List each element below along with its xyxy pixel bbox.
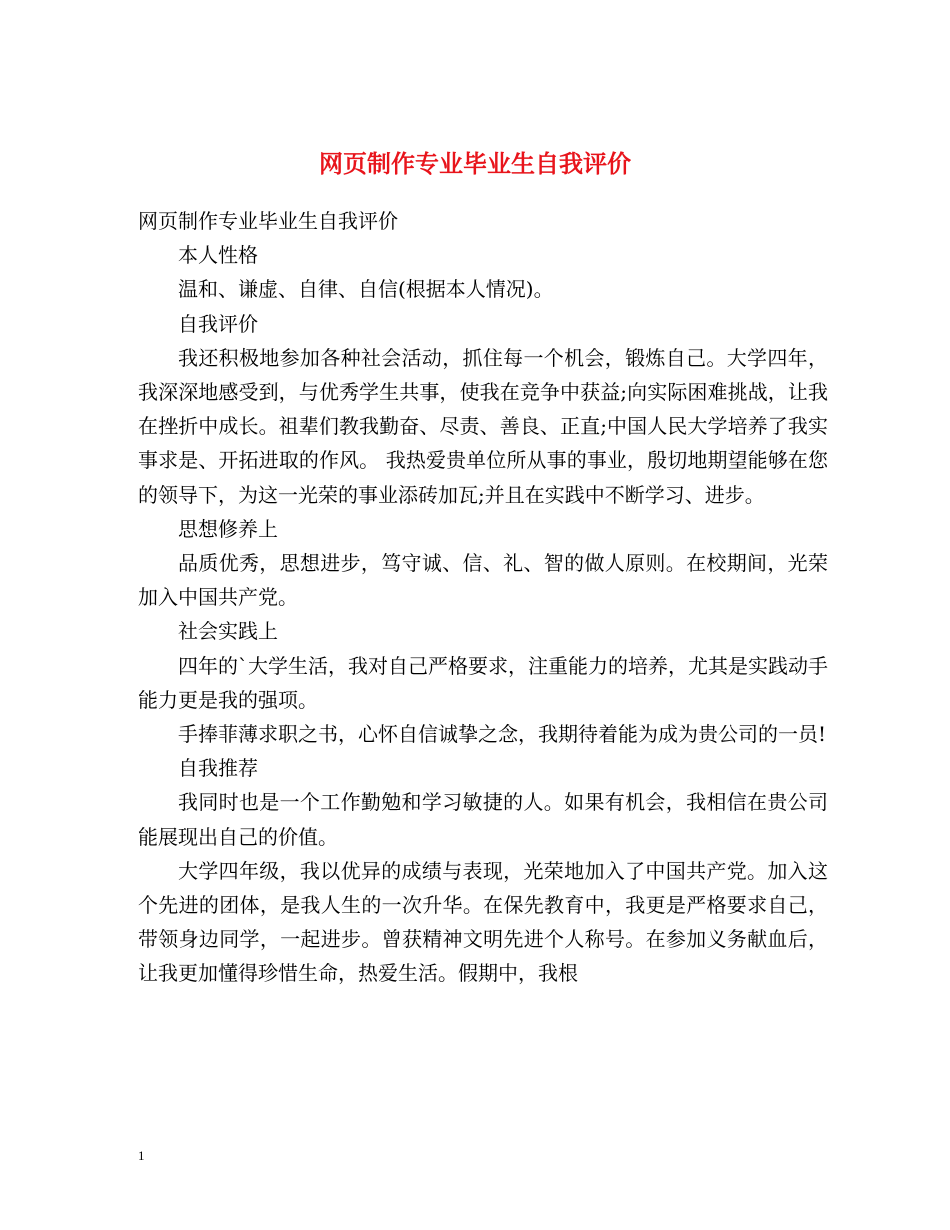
- page-number: 1: [138, 1148, 145, 1163]
- section-heading: 自我推荐: [178, 756, 258, 781]
- section-heading: 社会实践上: [178, 619, 278, 644]
- paragraph: 四年的`大学生活，我对自己严格要求，注重能力的培养，尤其是实践动手能力更是我的强项。: [138, 653, 828, 712]
- document-body: [138, 204, 828, 991]
- section-heading: 思想修养上: [178, 516, 278, 541]
- paragraph: 网页制作专业毕业生自我评价: [138, 209, 398, 233]
- paragraph: 温和、谦虚、自律、自信(根据本人情况)。: [178, 277, 554, 302]
- section-heading: 自我评价: [178, 311, 258, 336]
- paragraph: 手捧菲薄求职之书，心怀自信诚挚之念，我期待着能为成为贵公司的一员!: [178, 722, 827, 747]
- paragraph: 我同时也是一个工作勤勉和学习敏捷的人。如果有机会，我相信在贵公司能展现出自己的价值。: [138, 790, 828, 849]
- paragraph: 品质优秀，思想进步，笃守诚、信、礼、智的做人原则。在校期间，光荣加入中国共产党。: [138, 551, 828, 610]
- section-heading: 本人性格: [178, 243, 258, 268]
- page-title: 网页制作专业毕业生自我评价: [319, 150, 631, 179]
- paragraph: 我还积极地参加各种社会活动，抓住每一个机会，锻炼自己。大学四年，我深深地感受到，与优秀学生共事，使我在竞争中获益;向实际困难挑战，让我在挫折中成长。祖辈们教我勤奋、尽责、善良、正直;中国人民大学培养了我实事求是、开拓进取的作风。 我热爱贵单位所从事的事业，殷切地期望能够在您的领导下，为这一光荣的事业添砖加瓦;并且在实践中不断学习、进步。: [138, 345, 828, 507]
- paragraph: 大学四年级，我以优异的成绩与表现，光荣地加入了中国共产党。加入这个先进的团体，是我人生的一次升华。在保先教育中，我更是严格要求自己，带领身边同学，一起进步。曾获精神文明先进个人称号。在参加义务献血后，让我更加懂得珍惜生命，热爱生活。假期中，我根: [138, 858, 828, 986]
